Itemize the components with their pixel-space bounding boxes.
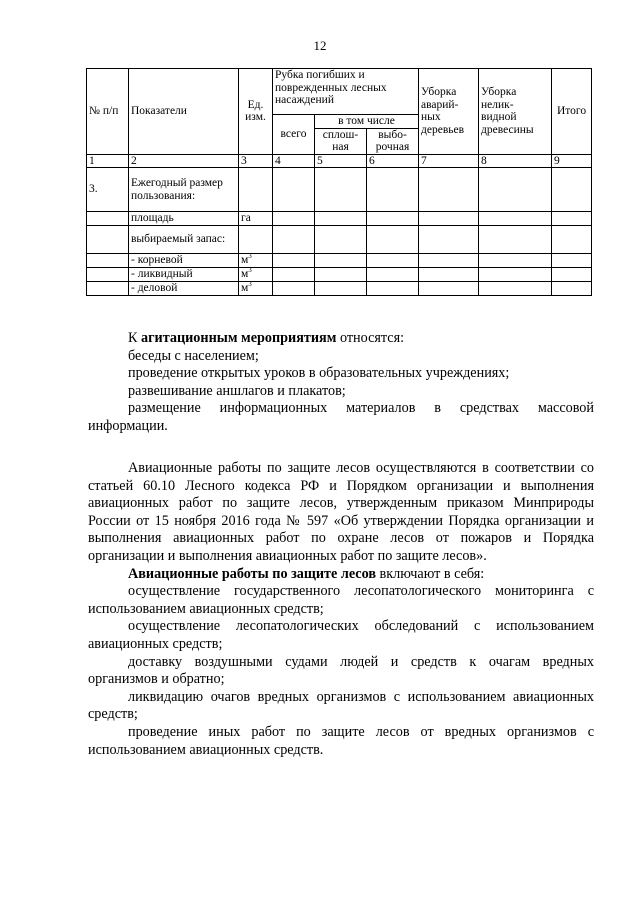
header-cleanup: Уборка аварий-ных деревьев: [419, 69, 479, 155]
row-label: - ликвидный: [129, 268, 239, 282]
header-selective: выбо-рочная: [367, 128, 419, 154]
table-row: [87, 168, 592, 212]
column-number: 6: [367, 154, 419, 168]
header-clear: сплош-ная: [315, 128, 367, 154]
list-item: осуществление государственного лесопатологического мониторинга с использованием авиационных средств;: [88, 583, 594, 617]
header-felling: Рубка погибших и поврежденных лесных насаждений: [273, 69, 419, 115]
row-label: площадь: [129, 212, 239, 226]
indicators-table: [86, 68, 592, 296]
header-sum: Итого: [552, 69, 592, 155]
column-number: 4: [273, 154, 315, 168]
column-number: 3: [239, 154, 273, 168]
header-including: в том числе: [315, 115, 419, 129]
row-unit: $м^3$: [239, 254, 273, 268]
row-num: [87, 212, 129, 226]
row-num: 3.: [87, 168, 129, 212]
row-unit: $м^3$: [239, 282, 273, 296]
table-row: [87, 268, 592, 282]
column-number: 7: [419, 154, 479, 168]
aviation-paragraph: Авиационные работы по защите лесов осуществляются в соответствии со статьей 60.10 Лесного кодекса РФ и Порядком организации и выполнения авиационных работ по защите лесов, утвержденным приказом Минприроды России от 15 ноября 2016 года № 597 «Об утверждении Порядка организации и выполнения авиационных работ по охране лесов от пожаров и Порядка организации и выполнения авиационных работ по защите лесов».: [88, 460, 594, 564]
row-label: Ежегодный размер пользования:: [129, 168, 239, 212]
aviation-section: [88, 460, 594, 759]
list-item: ликвидацию очагов вредных организмов с использованием авиационных средств;: [88, 688, 594, 723]
column-number: 1: [87, 154, 129, 168]
column-number: 8: [479, 154, 552, 168]
row-num: [87, 268, 129, 282]
row-unit: [239, 168, 273, 212]
header-illiquid: Уборка нелик-видной древесины: [479, 69, 552, 155]
row-label: - деловой: [129, 282, 239, 296]
table-row: [87, 226, 592, 254]
list-item: проведение иных работ по защите лесов от вредных организмов с использованием авиационных средств.: [88, 723, 594, 758]
table-row: [87, 212, 592, 226]
list-item: размещение информационных материалов в средствах массовой информации.: [88, 400, 594, 434]
aviation-intro: Авиационные работы по защите лесов включают в себя:: [128, 565, 485, 582]
row-label: - корневой: [129, 254, 239, 268]
row-unit: [239, 226, 273, 254]
row-unit: га: [239, 212, 273, 226]
table-row: [87, 254, 592, 268]
header-total: всего: [273, 115, 315, 155]
header-indicators: Показатели: [129, 69, 239, 155]
list-item: проведение открытых уроков в образовательных учреждениях;: [128, 365, 510, 382]
column-number-row: [87, 154, 592, 168]
agitation-intro: К агитационным мероприятиям относятся:: [128, 330, 405, 346]
row-num: [87, 254, 129, 268]
row-num: [87, 226, 129, 254]
list-item: развешивание аншлагов и плакатов;: [128, 382, 346, 399]
list-item: доставку воздушными судами людей и средств к очагам вредных организмов и обратно;: [88, 653, 594, 688]
list-item: осуществление лесопатологических обследований с использованием авиационных средств;: [88, 618, 594, 652]
row-num: [87, 282, 129, 296]
page-number: 12: [313, 38, 327, 53]
header-unit: Ед. изм.: [239, 69, 273, 155]
column-number: 9: [552, 154, 592, 168]
column-number: 5: [315, 154, 367, 168]
table-row: [87, 282, 592, 296]
list-item: беседы с населением;: [128, 347, 259, 364]
header-num: № п/п: [87, 69, 129, 155]
row-label: выбираемый запас:: [129, 226, 239, 254]
agitation-section: [88, 330, 594, 436]
column-number: 2: [129, 154, 239, 168]
row-unit: $м^3$: [239, 268, 273, 282]
